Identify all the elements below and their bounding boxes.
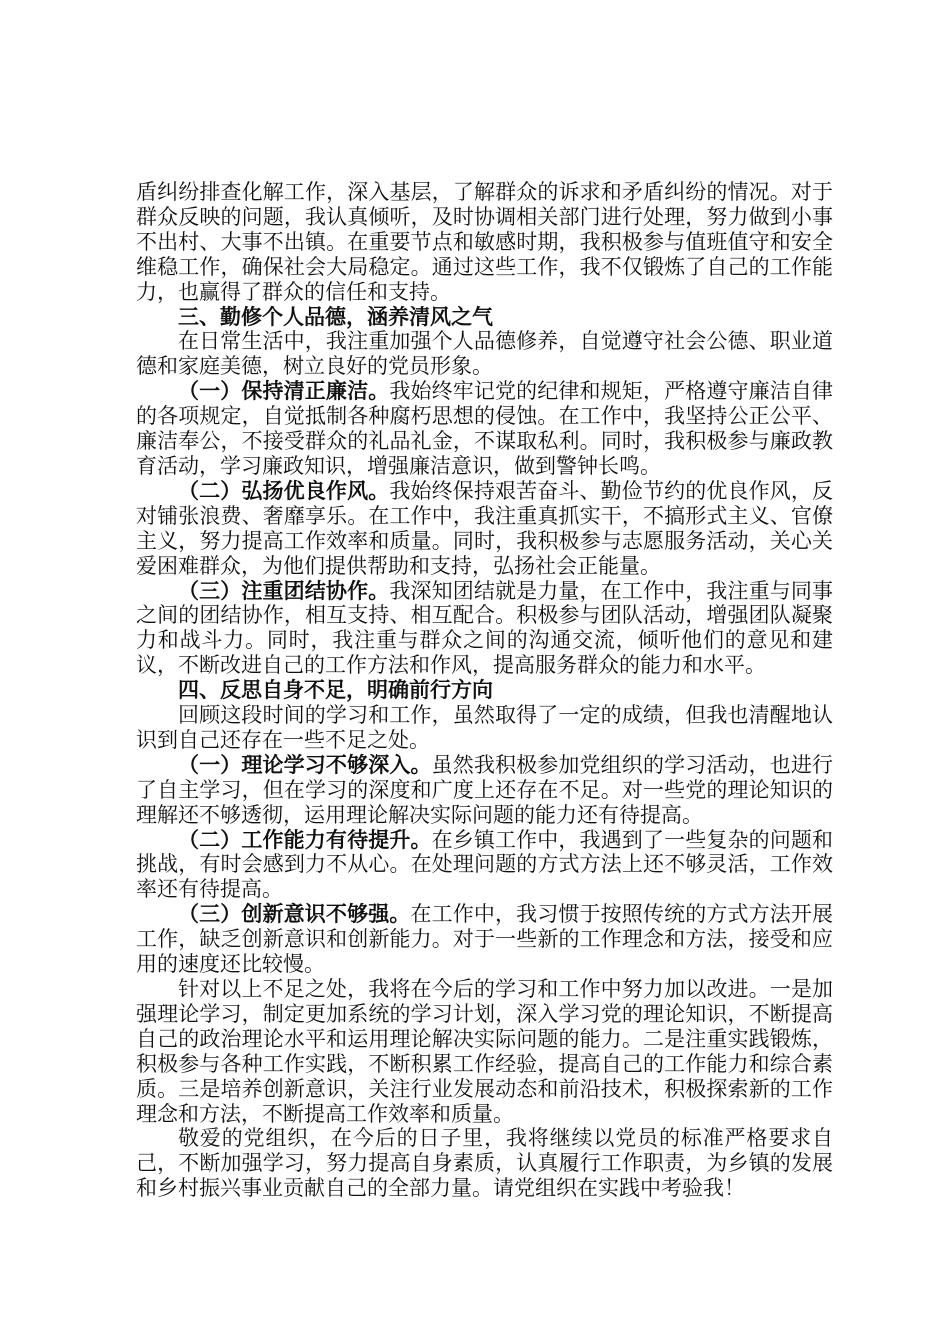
paragraph <box>136 329 833 379</box>
paragraph <box>136 828 833 903</box>
paragraph <box>136 703 833 753</box>
document-page <box>136 180 833 1201</box>
paragraph-lead: （一）保持清正廉洁。 <box>178 378 390 404</box>
paragraph-text: 三、勤修个人品德，涵养清风之气 <box>178 303 493 329</box>
paragraph-text: 盾纠纷排查化解工作，深入基层，了解群众的诉求和矛盾纠纷的情况。对于群众反映的问题，我认真倾听，及时协调相关部门进行处理，努力做到小事不出村、大事不出镇。在重要节点和敏感时期，我积极参与值班值守和安全维稳工作，确保社会大局稳定。通过这些工作，我不仅锻炼了自己的工作能力，也赢得了群众的信任和支持。 <box>136 180 833 304</box>
paragraph <box>136 579 833 679</box>
paragraph-lead: （一）理论学习不够深入。 <box>178 751 432 777</box>
paragraph-text: 四、反思自身不足，明确前行方向 <box>178 677 493 703</box>
paragraph-text: 虽然我积极参加党组织的学习活动，也进行了自主学习，但在学习的深度和广度上还存在不足。对一些党的理论知识的理解还不够透彻，运用理论解决实际问题的能力还有待提高。 <box>136 752 834 827</box>
paragraph-lead: （二）弘扬优良作风。 <box>178 477 390 503</box>
section-heading <box>136 678 833 703</box>
paragraph-lead: （二）工作能力有待提升。 <box>178 826 432 852</box>
section-heading <box>136 305 833 330</box>
paragraph-text: 在乡镇工作中，我遇到了一些复杂的问题和挑战，有时会感到力不从心。在处理问题的方式方法上还不够灵活，工作效率还有待提高。 <box>136 827 834 902</box>
paragraph-text: 回顾这段时间的学习和工作，虽然取得了一定的成绩，但我也清醒地认识到自己还存在一些不足之处。 <box>136 703 833 752</box>
paragraph-text: 我深知团结就是力量，在工作中，我注重与同事之间的团结协作，相互支持、相互配合。积极参与团队活动，增强团队凝聚力和战斗力。同时，我注重与群众之间的沟通交流，倾听他们的意见和建议，不断改进自己的工作方法和作风，提高服务群众的能力和水平。 <box>136 578 834 678</box>
paragraph <box>136 1126 833 1201</box>
paragraph-text: 我始终保持艰苦奋斗、勤俭节约的优良作风，反对铺张浪费、奢靡享乐。在工作中，我注重真抓实干，不搞形式主义、官僚主义，努力提高工作效率和质量。同时，我积极参与志愿服务活动，关心关爱困难群众，为他们提供帮助和支持，弘扬社会正能量。 <box>136 478 834 578</box>
paragraph <box>136 902 833 977</box>
paragraph-text: 敬爱的党组织，在今后的日子里，我将继续以党员的标准严格要求自己，不断加强学习，努力提高自身素质，认真履行工作职责，为乡镇的发展和乡村振兴事业贡献自己的全部力量。请党组织在实践中考验我！ <box>136 1126 833 1201</box>
paragraph <box>136 479 833 579</box>
paragraph-lead: （三）注重团结协作。 <box>178 577 390 603</box>
paragraph <box>136 977 833 1126</box>
paragraph-text: 在工作中，我习惯于按照传统的方式方法开展工作，缺乏创新意识和创新能力。对于一些新的工作理念和方法，接受和应用的速度还比较慢。 <box>136 902 834 977</box>
paragraph-text: 在日常生活中，我注重加强个人品德修养，自觉遵守社会公德、职业道德和家庭美德，树立良好的党员形象。 <box>136 329 833 379</box>
paragraph-lead: （三）创新意识不够强。 <box>178 901 411 927</box>
paragraph-text: 针对以上不足之处，我将在今后的学习和工作中努力加以改进。一是加强理论学习，制定更加系统的学习计划，深入学习党的理论知识，不断提高自己的政治理论水平和运用理论解决实际问题的能力。二是注重实践锻炼，积极参与各种工作实践，不断积累工作经验，提高自己的工作能力和综合素质。三是培养创新意识，关注行业发展动态和前沿技术，积极探索新的工作理念和方法，不断提高工作效率和质量。 <box>136 977 833 1126</box>
paragraph <box>136 379 833 479</box>
paragraph <box>136 753 833 828</box>
paragraph <box>136 180 833 305</box>
paragraph-text: 我始终牢记党的纪律和规矩，严格遵守廉洁自律的各项规定，自觉抵制各种腐朽思想的侵蚀。在工作中，我坚持公正公平、廉洁奉公，不接受群众的礼品礼金，不谋取私利。同时，我积极参与廉政教育活动，学习廉政知识，增强廉洁意识，做到警钟长鸣。 <box>136 379 834 478</box>
